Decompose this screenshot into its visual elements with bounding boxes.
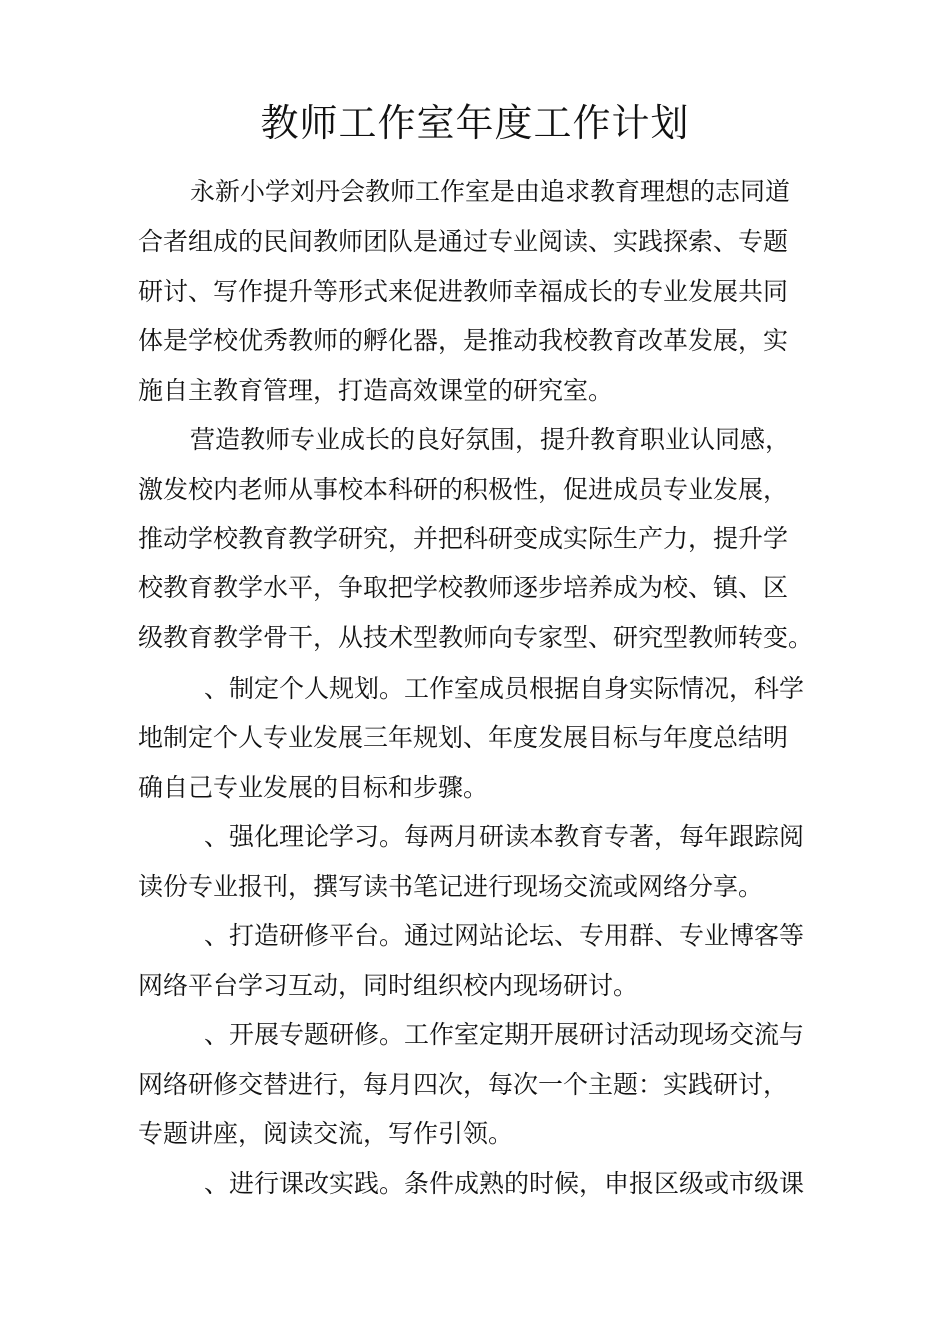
paragraph-6-line-3: 专题讲座，阅读交流，写作引领。 (138, 1119, 514, 1148)
document-title: 教师工作室年度工作计划 (260, 101, 690, 145)
paragraph-6-line-2: 网络研修交替进行，每月四次，每次一个主题：实践研讨， (138, 1070, 789, 1099)
paragraph-3-line-3: 确自己专业发展的目标和步骤。 (138, 773, 489, 802)
paragraph-1-line-4: 体是学校优秀教师的孵化器，是推动我校教育改革发展，实 (138, 326, 789, 355)
paragraph-3-line-2: 地制定个人专业发展三年规划、年度发展目标与年度总结明 (138, 723, 789, 752)
paragraph-2-line-1: 营造教师专业成长的良好氛围，提升教育职业认同感， (190, 425, 791, 454)
paragraph-6-line-1: 、开展专题研修。工作室定期开展研讨活动现场交流与 (204, 1020, 805, 1049)
paragraph-4-line-1: 、强化理论学习。每两月研读本教育专著，每年跟踪阅 (204, 822, 805, 851)
paragraph-5-line-1: 、打造研修平台。通过网站论坛、专用群、专业博客等 (204, 921, 805, 950)
paragraph-2-line-4: 校教育教学水平，争取把学校教师逐步培养成为校、镇、区 (138, 573, 789, 602)
paragraph-5-line-2: 网络平台学习互动，同时组织校内现场研讨。 (138, 971, 639, 1000)
paragraph-2-line-2: 激发校内老师从事校本科研的积极性，促进成员专业发展， (138, 475, 789, 504)
paragraph-3-line-1: 、制定个人规划。工作室成员根据自身实际情况，科学 (204, 674, 805, 703)
paragraph-7-line-1: 、进行课改实践。条件成熟的时候，申报区级或市级课 (204, 1169, 805, 1198)
paragraph-4-line-2: 读份专业报刊，撰写读书笔记进行现场交流或网络分享。 (138, 872, 764, 901)
paragraph-2-line-3: 推动学校教育教学研究，并把科研变成实际生产力，提升学 (138, 524, 789, 553)
paragraph-1-line-3: 研讨、写作提升等形式来促进教师幸福成长的专业发展共同 (138, 277, 789, 306)
paragraph-1-line-5: 施自主教育管理，打造高效课堂的研究室。 (138, 376, 614, 405)
paragraph-2-line-5: 级教育教学骨干，从技术型教师向专家型、研究型教师转变。 (138, 623, 814, 652)
paragraph-1-line-1: 永新小学刘丹会教师工作室是由追求教育理想的志同道 (190, 177, 791, 206)
paragraph-1-line-2: 合者组成的民间教师团队是通过专业阅读、实践探索、专题 (138, 227, 789, 256)
